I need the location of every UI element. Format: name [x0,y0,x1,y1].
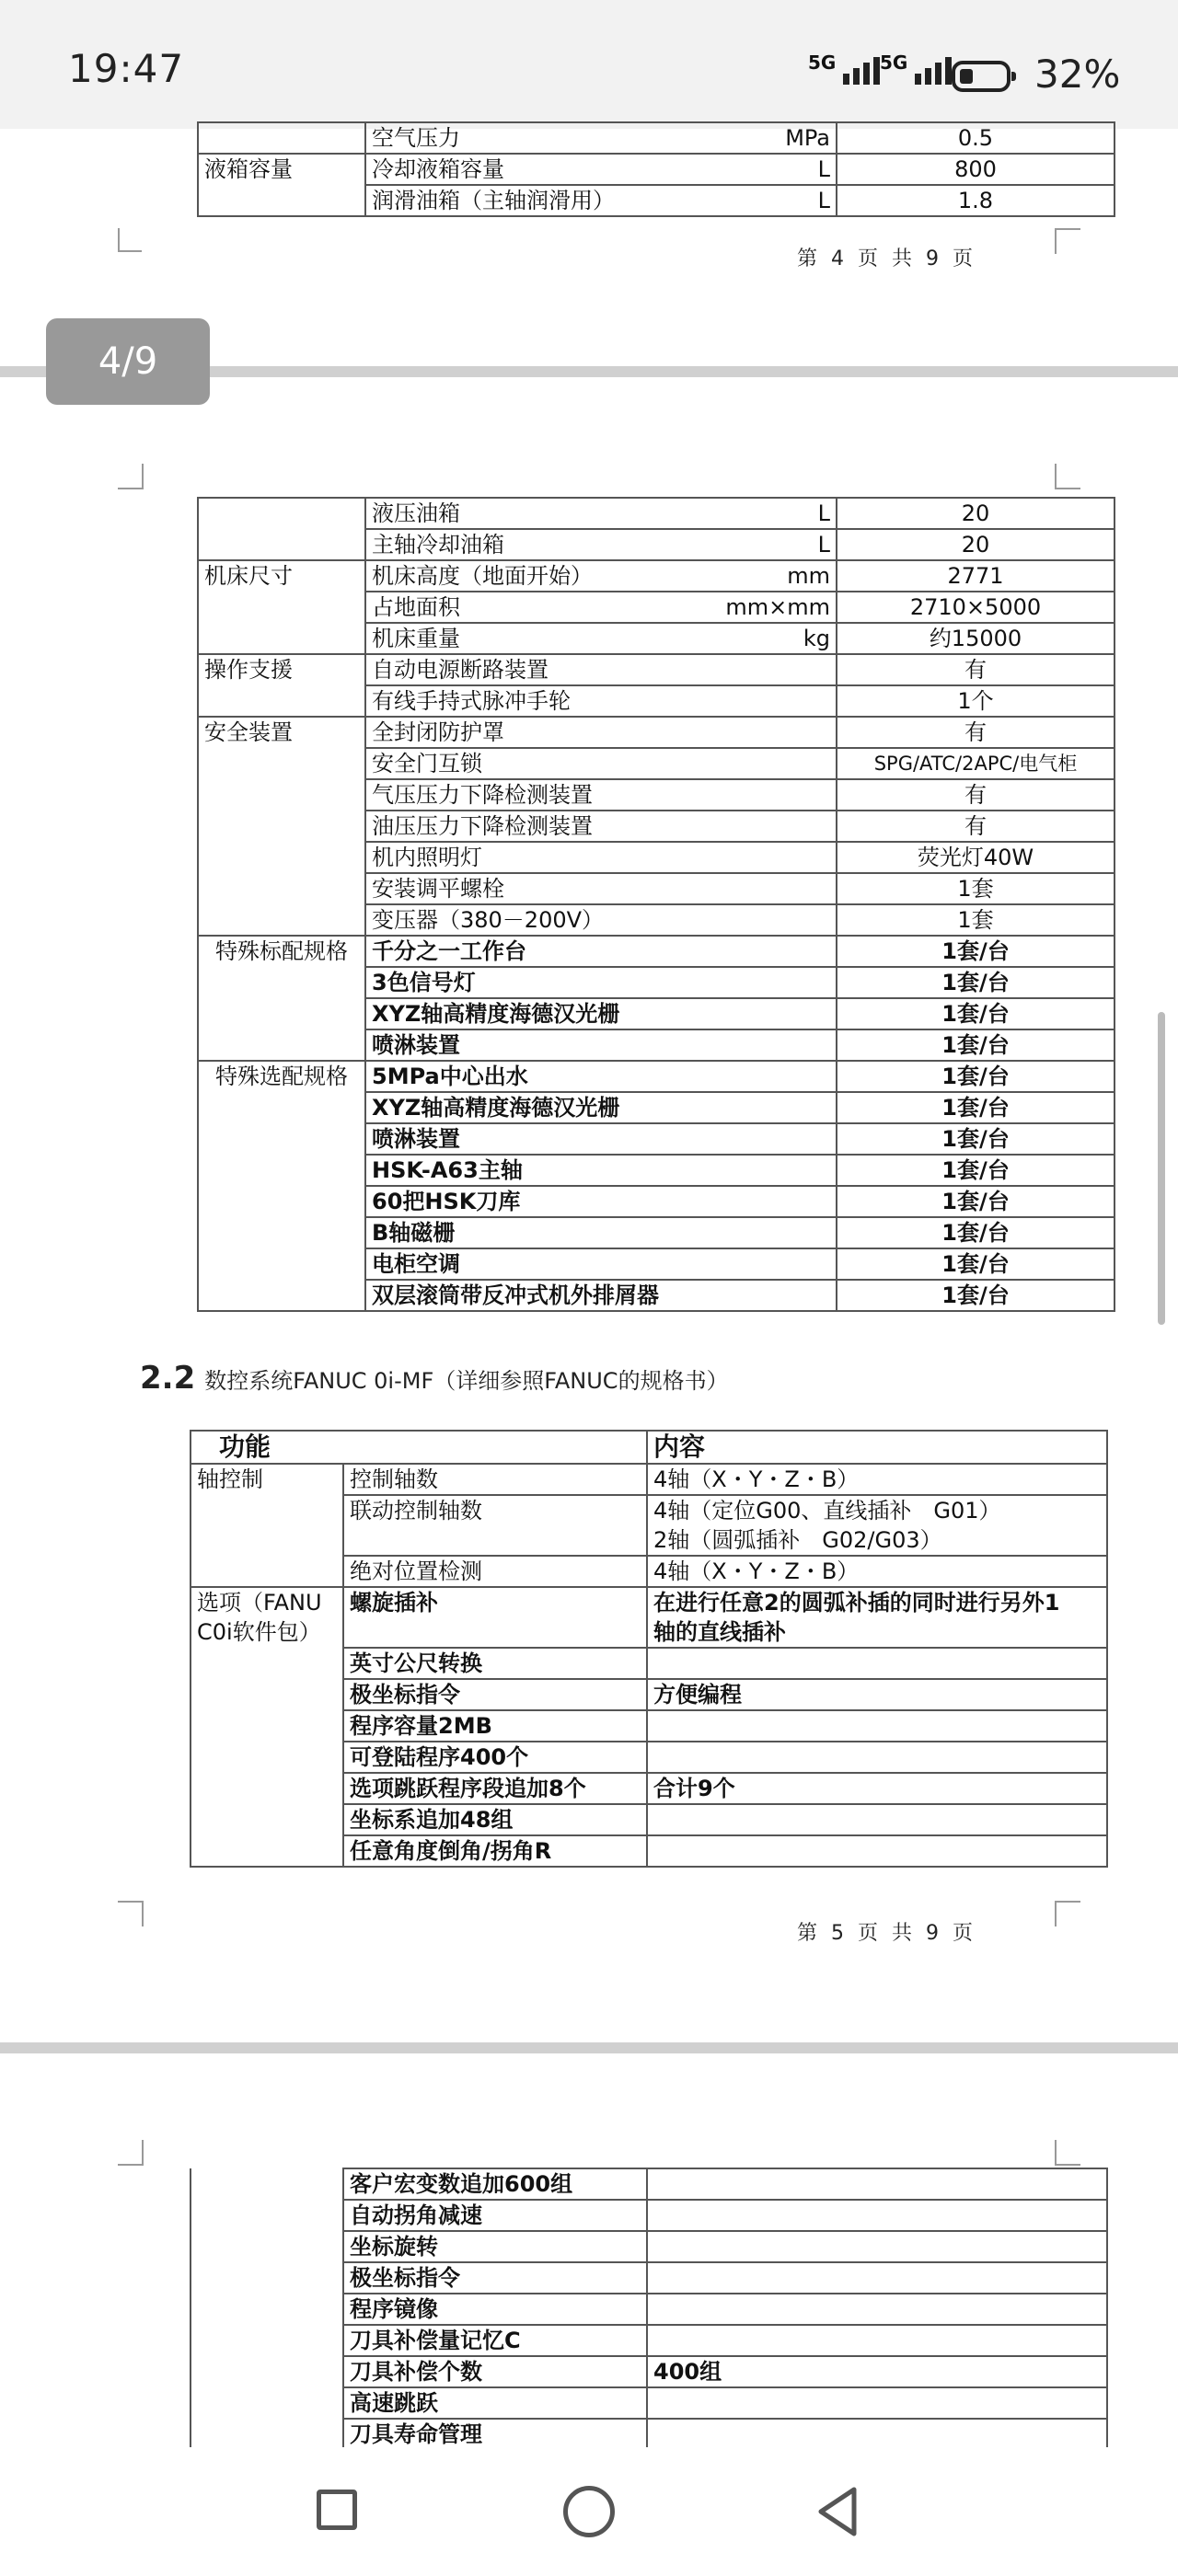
function-content [647,1710,1107,1742]
group-line: C0i软件包） [197,1619,321,1645]
item-cell: 机床高度（地面开始） [365,560,693,592]
group-cell [198,779,365,811]
function-item: 英寸公尺转换 [343,1648,647,1679]
unit-cell [693,1092,837,1123]
table-row [198,623,1114,654]
function-item: 坐标系追加48组 [343,1804,647,1835]
function-content [647,1587,1107,1648]
function-content: 400组 [647,2356,1107,2387]
table-row [198,1155,1114,1186]
function-item: 客户宏变数追加600组 [343,2168,647,2200]
group-cell [198,748,365,779]
page-corner-mark [118,228,142,252]
function-content [647,1495,1107,1556]
group-cell: 操作支援 [198,654,365,685]
item-cell: 喷淋装置 [365,1029,693,1061]
group-cell [198,1280,365,1311]
table-row [198,654,1114,685]
page-corner-mark [1055,464,1080,489]
table-row [191,1464,1107,1495]
value-cell: 约15000 [837,623,1114,654]
item-cell: 变压器（380－200V） [365,904,693,936]
unit-cell [693,1123,837,1155]
function-item: 绝对位置检测 [343,1556,647,1587]
item-cell: 机床重量 [365,623,693,654]
signal-icon-2: 5G [880,57,952,85]
option-group-cell [191,1587,343,1867]
group-cell [191,2387,343,2419]
function-item: 螺旋插补 [343,1587,647,1648]
item-cell: 千分之一工作台 [365,936,693,967]
table-row [198,1217,1114,1248]
unit-cell: mm×mm [693,592,837,623]
unit-cell [693,811,837,842]
group-cell [198,998,365,1029]
unit-cell [693,873,837,904]
content-line: 轴的直线插补 [653,1619,787,1645]
value-cell: 1套/台 [837,1061,1114,1092]
item-cell: 机内照明灯 [365,842,693,873]
function-content [647,2262,1107,2294]
page-corner-mark [118,464,144,489]
group-cell [191,2325,343,2356]
spec-table-page5 [197,497,1115,1312]
group-cell [191,2262,343,2294]
function-item: 刀具寿命管理 [343,2419,647,2447]
function-content [647,2387,1107,2419]
table-row [198,1092,1114,1123]
group-cell: 液箱容量 [198,154,365,185]
item-cell: 5MPa中心出水 [365,1061,693,1092]
content-line: 方便编程 [653,1682,743,1708]
item-cell: 气压压力下降检测装置 [365,779,693,811]
content-line [653,1805,1101,1834]
group-cell [198,498,365,529]
group-line: 选项（FANU [197,1590,322,1616]
item-cell: 3色信号灯 [365,967,693,998]
header-content: 内容 [647,1431,1107,1464]
item-cell: 润滑油箱（主轴润滑用） [365,185,693,216]
value-cell: 有 [837,717,1114,748]
table-row [198,122,1114,154]
group-cell [198,1092,365,1123]
value-cell: 有 [837,811,1114,842]
function-content [647,2231,1107,2262]
value-cell: 1套/台 [837,1217,1114,1248]
function-content [647,1556,1107,1587]
value-cell: 20 [837,498,1114,529]
group-cell [198,623,365,654]
item-cell: 双层滚筒带反冲式机外排屑器 [365,1280,693,1311]
function-item: 可登陆程序400个 [343,1742,647,1773]
table-row [198,560,1114,592]
group-cell [191,2168,343,2200]
table-row [198,717,1114,748]
unit-cell [693,967,837,998]
group-cell [198,1029,365,1061]
table-row [198,998,1114,1029]
unit-cell: L [693,498,837,529]
scrollbar-thumb[interactable] [1158,1012,1165,1325]
battery-icon [952,61,1011,92]
content-line [653,1742,1101,1772]
group-cell [191,2294,343,2325]
value-cell: 0.5 [837,122,1114,154]
group-cell: 特殊标配规格 [198,936,365,967]
function-item: 程序容量2MB [343,1710,647,1742]
unit-cell [693,1029,837,1061]
group-cell [198,529,365,560]
table-row [198,748,1114,779]
content-line [653,1649,1101,1678]
back-icon[interactable] [814,2484,860,2539]
item-cell: 自动电源断路装置 [365,654,693,685]
axis-group-cell: 轴控制 [191,1464,343,1587]
group-cell [198,1123,365,1155]
function-item: 刀具补偿个数 [343,2356,647,2387]
unit-cell [693,1248,837,1280]
group-cell [198,1217,365,1248]
unit-cell [693,1061,837,1092]
function-content [647,2419,1107,2447]
value-cell: 1套/台 [837,1280,1114,1311]
table-row [191,1587,1107,1648]
content-line: 4轴（X・Y・Z・B） [653,1466,860,1492]
table-row [191,2325,1107,2356]
value-cell: 1套/台 [837,1155,1114,1186]
table-row [191,2200,1107,2231]
item-cell: 空气压力 [365,122,693,154]
function-content [647,1464,1107,1495]
function-content [647,1679,1107,1710]
group-cell [198,1248,365,1280]
unit-cell [693,685,837,717]
table-row [198,1186,1114,1217]
value-cell: 2710×5000 [837,592,1114,623]
battery-percent: 32% [1034,52,1121,97]
fanuc-function-table [190,1430,1108,1868]
group-cell [198,811,365,842]
unit-cell [693,779,837,811]
page6-clip [0,2168,1178,2447]
table-row [198,779,1114,811]
group-cell: 特殊选配规格 [198,1061,365,1092]
function-item: 任意角度倒角/拐角R [343,1835,647,1867]
unit-cell [693,748,837,779]
function-item: 选项跳跃程序段追加8个 [343,1773,647,1804]
fanuc-function-table-continued [190,2168,1108,2447]
function-content [647,1835,1107,1867]
content-line: 2轴（圆弧插补 G02/G03） [653,1527,942,1553]
value-cell: 1套/台 [837,1248,1114,1280]
group-cell [191,2356,343,2387]
content-line: 4轴（定位G00、直线插补 G01） [653,1498,1001,1524]
table-row [198,1280,1114,1311]
item-cell: 安全门互锁 [365,748,693,779]
page-footer-5: 第 5 页 共 9 页 [797,1922,976,1945]
page-footer-4: 第 4 页 共 9 页 [797,247,976,270]
group-cell [198,592,365,623]
item-cell: 占地面积 [365,592,693,623]
item-cell: XYZ轴高精度海德汉光栅 [365,1092,693,1123]
clock: 19:47 [68,46,185,91]
function-content [647,1804,1107,1835]
group-cell [198,967,365,998]
value-cell: 1套 [837,873,1114,904]
function-content [647,1773,1107,1804]
page-indicator-badge: 4/9 [46,318,210,405]
table-row [191,2356,1107,2387]
content-line [653,1711,1101,1741]
content-line: 合计9个 [653,1776,735,1801]
item-cell: XYZ轴高精度海德汉光栅 [365,998,693,1029]
value-cell: 1套/台 [837,1123,1114,1155]
unit-cell: L [693,529,837,560]
item-cell: B轴磁栅 [365,1217,693,1248]
recents-icon[interactable] [317,2490,357,2530]
function-item: 联动控制轴数 [343,1495,647,1556]
unit-cell [693,936,837,967]
group-cell [198,1155,365,1186]
table-row [198,154,1114,185]
group-cell [198,904,365,936]
value-cell: 有 [837,654,1114,685]
value-cell: 800 [837,154,1114,185]
unit-cell [693,1155,837,1186]
content-line: 在进行任意2的圆弧补插的同时进行另外1 [653,1590,1060,1616]
table-row [198,936,1114,967]
spec-table-page4 [197,121,1115,217]
group-cell: 安全装置 [198,717,365,748]
group-cell [198,185,365,216]
item-cell: 液压油箱 [365,498,693,529]
function-item: 刀具补偿量记忆C [343,2325,647,2356]
function-content [647,2294,1107,2325]
table-header-row [191,1431,1107,1464]
table-row [198,873,1114,904]
table-row [198,529,1114,560]
group-cell [198,842,365,873]
table-row [198,685,1114,717]
value-cell: 20 [837,529,1114,560]
unit-cell [693,1186,837,1217]
unit-cell [693,717,837,748]
function-item: 极坐标指令 [343,2262,647,2294]
item-cell: 冷却液箱容量 [365,154,693,185]
value-cell: 1套/台 [837,998,1114,1029]
unit-cell: mm [693,560,837,592]
header-function: 功能 [191,1431,647,1464]
function-content [647,2325,1107,2356]
unit-cell [693,654,837,685]
function-item: 自动拐角减速 [343,2200,647,2231]
page-corner-mark [118,1901,144,1926]
function-item: 坐标旋转 [343,2231,647,2262]
unit-cell: L [693,185,837,216]
value-cell: 荧光灯40W [837,842,1114,873]
value-cell: 1套/台 [837,936,1114,967]
table-row [198,592,1114,623]
table-row [198,811,1114,842]
group-cell [198,873,365,904]
item-cell: HSK-A63主轴 [365,1155,693,1186]
value-cell: 1套/台 [837,1092,1114,1123]
item-cell: 全封闭防护罩 [365,717,693,748]
value-cell: SPG/ATC/2APC/电气柜 [837,748,1114,779]
item-cell: 电柜空调 [365,1248,693,1280]
unit-cell: kg [693,623,837,654]
page-corner-mark [1055,228,1080,254]
value-cell: 1套/台 [837,1029,1114,1061]
group-cell [198,685,365,717]
table-row [198,1248,1114,1280]
unit-cell [693,1280,837,1311]
item-cell: 有线手持式脉冲手轮 [365,685,693,717]
table-row [191,2168,1107,2200]
section-heading-2-2: 2.2 数控系统FANUC 0i-MF（详细参照FANUC的规格书） [140,1360,729,1397]
status-bar [0,0,1178,129]
item-cell: 安装调平螺栓 [365,873,693,904]
unit-cell [693,998,837,1029]
page-corner-mark [118,2140,144,2166]
item-cell: 喷淋装置 [365,1123,693,1155]
group-cell [191,2231,343,2262]
group-cell [198,122,365,154]
function-item: 控制轴数 [343,1464,647,1495]
group-cell [198,1186,365,1217]
function-content [647,2200,1107,2231]
value-cell: 1套/台 [837,967,1114,998]
table-row [198,842,1114,873]
table-row [198,904,1114,936]
signal-icon: 5G [808,57,880,85]
value-cell: 1套/台 [837,1186,1114,1217]
function-item: 高速跳跃 [343,2387,647,2419]
unit-cell [693,842,837,873]
function-content [647,1742,1107,1773]
value-cell: 1.8 [837,185,1114,216]
function-content [647,1648,1107,1679]
item-cell: 主轴冷却油箱 [365,529,693,560]
function-item: 程序镜像 [343,2294,647,2325]
value-cell: 2771 [837,560,1114,592]
table-row [198,1123,1114,1155]
table-row [191,2387,1107,2419]
content-line: 4轴（X・Y・Z・B） [653,1558,860,1584]
value-cell: 1个 [837,685,1114,717]
table-row [191,2231,1107,2262]
page-divider [0,2042,1178,2053]
unit-cell: L [693,154,837,185]
table-row [191,2419,1107,2447]
page-corner-mark [1055,1901,1080,1926]
function-content [647,2168,1107,2200]
item-cell: 60把HSK刀库 [365,1186,693,1217]
unit-cell: MPa [693,122,837,154]
home-icon[interactable] [563,2486,615,2537]
table-row [198,1029,1114,1061]
value-cell: 有 [837,779,1114,811]
content-line [653,1836,1101,1866]
group-cell [191,2200,343,2231]
item-cell: 油压压力下降检测装置 [365,811,693,842]
unit-cell [693,904,837,936]
group-cell: 机床尺寸 [198,560,365,592]
table-row [198,967,1114,998]
group-cell [191,2419,343,2447]
function-item: 极坐标指令 [343,1679,647,1710]
table-row [191,2294,1107,2325]
table-row [191,2262,1107,2294]
value-cell: 1套 [837,904,1114,936]
table-row [198,1061,1114,1092]
unit-cell [693,1217,837,1248]
table-row [198,185,1114,216]
table-row [198,498,1114,529]
page-corner-mark [1055,2140,1080,2166]
